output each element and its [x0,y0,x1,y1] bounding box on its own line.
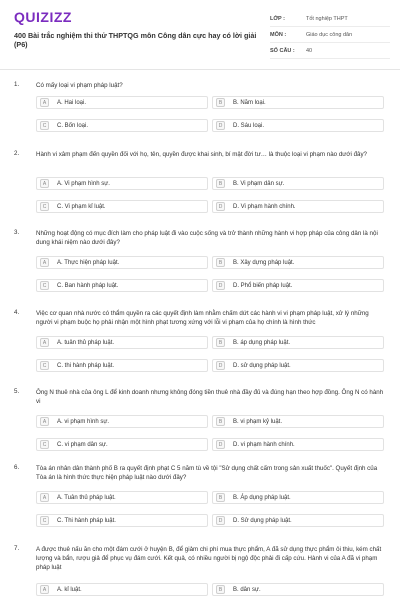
option-d[interactable] [212,279,384,292]
option-a[interactable] [36,96,208,109]
option-text: C. vi phạm dân sự. [57,441,108,448]
question-number: 7. [14,545,20,552]
meta-row-subject [270,27,390,43]
option-c[interactable] [36,119,208,132]
option-a[interactable] [36,491,208,504]
option-letter: D [216,202,225,211]
option-letter: D [216,440,225,449]
question-number: 3. [14,229,20,236]
question-number: 5. [14,388,20,395]
option-letter: B [216,417,225,426]
option-text: A. tuân thủ pháp luật. [57,339,115,346]
option-letter: D [216,121,225,130]
option-text: B. áp dụng pháp luật. [233,339,291,346]
option-letter: C [40,202,49,211]
option-text: C. Vi phạm kỉ luật. [57,203,106,210]
option-b[interactable] [212,177,384,190]
option-c[interactable] [36,514,208,527]
option-letter: A [40,338,49,347]
option-letter: C [40,440,49,449]
option-c[interactable] [36,200,208,213]
option-letter: A [40,179,49,188]
option-a[interactable] [36,336,208,349]
meta-value: Tốt nghiệp THPT [306,15,348,22]
option-b[interactable] [212,336,384,349]
option-c[interactable] [36,279,208,292]
question-text: Tòa án nhân dân thành phố B ra quyết định phạt C 5 năm tù về tội "Sử dụng chất cấm trong sản xuất thuốc". Quyết định của Tòa án là hình thức thực hiện pháp luật nào dưới đây? [36,465,378,481]
option-b[interactable] [212,583,384,596]
option-letter: A [40,98,49,107]
question-number: 2. [14,150,20,157]
option-text: D. vi phạm hành chính. [233,441,295,448]
option-letter: C [40,516,49,525]
option-text: B. Xây dựng pháp luật. [233,259,295,266]
option-text: B. vi phạm kỷ luật. [233,418,283,425]
option-b[interactable] [212,415,384,428]
option-text: D. Vi phạm hành chính. [233,203,296,210]
meta-value: Giáo dục công dân [306,31,353,38]
quizizz-logo: QUIZIZZ [14,9,72,25]
meta-label: LỚP : [270,15,285,22]
option-a[interactable] [36,583,208,596]
option-letter: A [40,493,49,502]
option-a[interactable] [36,177,208,190]
option-letter: B [216,338,225,347]
question-number: 6. [14,464,20,471]
meta-table [270,11,390,59]
meta-label: MÔN : [270,31,287,38]
option-d[interactable] [212,119,384,132]
option-text: D. Sáu loại. [233,122,265,129]
option-text: B. Năm loại. [233,99,266,106]
option-letter: B [216,258,225,267]
question-text: Hành vi xâm phạm đến quyền đối với họ, tên, quyền được khai sinh, bí mật đời tư… là thuộc loại vi phạm nào dưới đây? [36,151,367,158]
question-text: Ông N thuê nhà của ông L để kinh doanh nhưng không đóng tiền thuê nhà đầy đủ và đúng hạn theo hợp đồng. Ông N có hành vi [36,389,384,405]
option-text: B. Áp dụng pháp luật. [233,494,291,501]
option-d[interactable] [212,514,384,527]
option-text: A. vi phạm hình sự. [57,418,110,425]
question-text: Những hoạt động có mục đích làm cho pháp luật đi vào cuộc sống và trở thành những hành vi hợp pháp của công dân là nội dung khái niệm nào dưới đây? [36,230,378,246]
meta-row-count [270,43,390,59]
option-text: D. Phổ biến pháp luật. [233,282,293,289]
meta-row-class [270,11,390,27]
option-b[interactable] [212,491,384,504]
option-text: A. Vi phạm hình sự. [57,180,110,187]
meta-label: SỐ CÂU : [270,47,295,54]
option-letter: C [40,361,49,370]
option-letter: A [40,258,49,267]
meta-value: 40 [306,47,313,54]
option-text: A. kỉ luật. [57,586,82,593]
option-letter: C [40,121,49,130]
question-text: Việc cơ quan nhà nước có thẩm quyền ra các quyết định làm nhằm chấm dứt các hành vi vi phạm pháp luật, xử lý những người vi phạm buộc họ phải nhận một hình phạt tương xứng với lỗi vi phạm của họ chính là hình thức [36,310,369,326]
option-text: C. Ban hành pháp luật. [57,282,119,289]
option-text: D. Sử dụng pháp luật. [233,517,292,524]
option-letter: B [216,179,225,188]
option-letter: D [216,516,225,525]
option-d[interactable] [212,359,384,372]
option-text: C. Bốn loại. [57,122,89,129]
question-number: 4. [14,309,20,316]
option-letter: C [40,281,49,290]
option-text: A. Thực hiện pháp luật. [57,259,120,266]
option-text: D. sử dụng pháp luật. [233,362,291,369]
option-letter: D [216,281,225,290]
option-text: C. thi hành pháp luật. [57,362,115,369]
option-letter: A [40,417,49,426]
option-a[interactable] [36,256,208,269]
question-text: A được thuê nấu ăn cho một đám cưới ở huyện B, để giảm chi phí mua thực phẩm, A đã sử dụng thực phẩm ôi thiu, kém chất lượng và bẩn, rượu giả để phục vụ đám cưới. Kết quả, có nhiều người bị ngộ độc phải đi cấp cứu. Hành vi của A đã vi phạm pháp luật [36,546,382,571]
document-header [0,0,400,70]
option-text: B. dân sự. [233,586,261,593]
option-text: A. Hai loại. [57,99,87,106]
option-c[interactable] [36,359,208,372]
question-text: Có mấy loại vi phạm pháp luật? [36,82,123,89]
document-title: 400 Bài trắc nghiệm thi thử THPTQG môn Công dân cực hay có lời giải (P6) [14,31,257,49]
option-d[interactable] [212,200,384,213]
option-text: C. Thi hành pháp luật. [57,517,116,524]
option-b[interactable] [212,96,384,109]
option-text: B. Vi phạm dân sự. [233,180,285,187]
option-text: A. Tuân thủ pháp luật. [57,494,116,501]
option-letter: D [216,361,225,370]
option-letter: A [40,585,49,594]
option-a[interactable] [36,415,208,428]
option-letter: B [216,98,225,107]
option-letter: B [216,493,225,502]
option-letter: B [216,585,225,594]
option-c[interactable] [36,438,208,451]
option-d[interactable] [212,438,384,451]
option-b[interactable] [212,256,384,269]
question-number: 1. [14,81,20,88]
